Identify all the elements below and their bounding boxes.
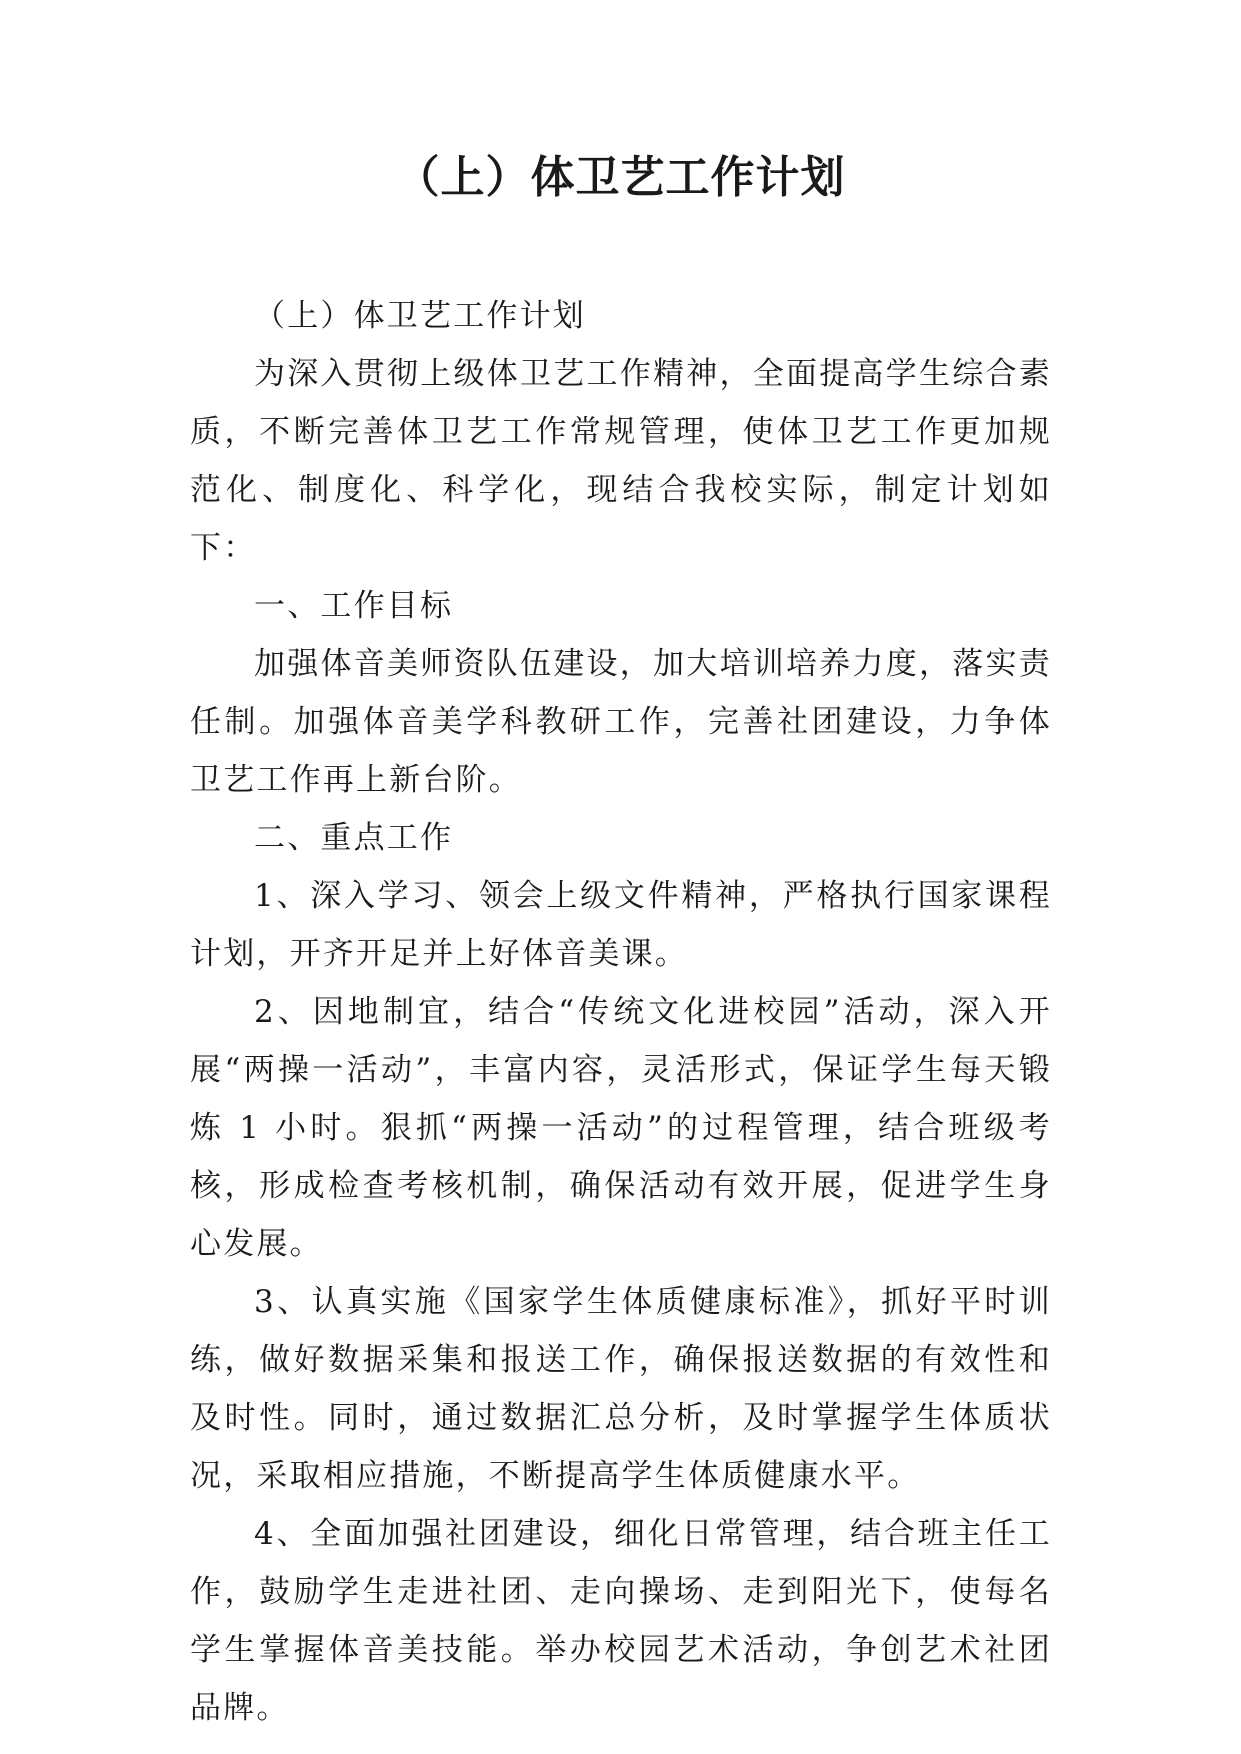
document-title: （上）体卫艺工作计划 <box>395 152 846 203</box>
subtitle-paragraph: （上）体卫艺工作计划 <box>254 298 586 334</box>
section-heading-key-work: 二、重点工作 <box>254 820 454 856</box>
key-work-item-3: 3、认真实施《国家学生体质健康标准》，抓好平时训练，做好数据采集和报送工作，确保报送数据的有效性和及时性。同时，通过数据汇总分析，及时掌握学生体质状况，采取相应措施，不断提高学生体质健康水平。 <box>190 1284 1052 1494</box>
document-body <box>190 287 1052 1737</box>
key-work-item-1: 1、深入学习、领会上级文件精神，严格执行国家课程计划，开齐开足并上好体音美课。 <box>190 878 1052 972</box>
key-work-item-4: 4、全面加强社团建设，细化日常管理，结合班主任工作，鼓励学生走进社团、走向操场、走到阳光下，使每名学生掌握体音美技能。举办校园艺术活动，争创艺术社团品牌。 <box>190 1516 1052 1726</box>
key-work-item-2: 2、因地制宜，结合“传统文化进校园”活动，深入开展“两操一活动”，丰富内容，灵活形式，保证学生每天锻炼 1 小时。狠抓“两操一活动”的过程管理，结合班级考核，形成检查考核机制，确保活动有效开展，促进学生身心发展。 <box>190 994 1052 1262</box>
intro-paragraph: 为深入贯彻上级体卫艺工作精神，全面提高学生综合素质，不断完善体卫艺工作常规管理，使体卫艺工作更加规范化、制度化、科学化，现结合我校实际，制定计划如下： <box>190 356 1052 566</box>
section-heading-goals: 一、工作目标 <box>254 588 454 624</box>
goals-paragraph: 加强体音美师资队伍建设，加大培训培养力度，落实责任制。加强体音美学科教研工作，完善社团建设，力争体卫艺工作再上新台阶。 <box>190 646 1052 798</box>
